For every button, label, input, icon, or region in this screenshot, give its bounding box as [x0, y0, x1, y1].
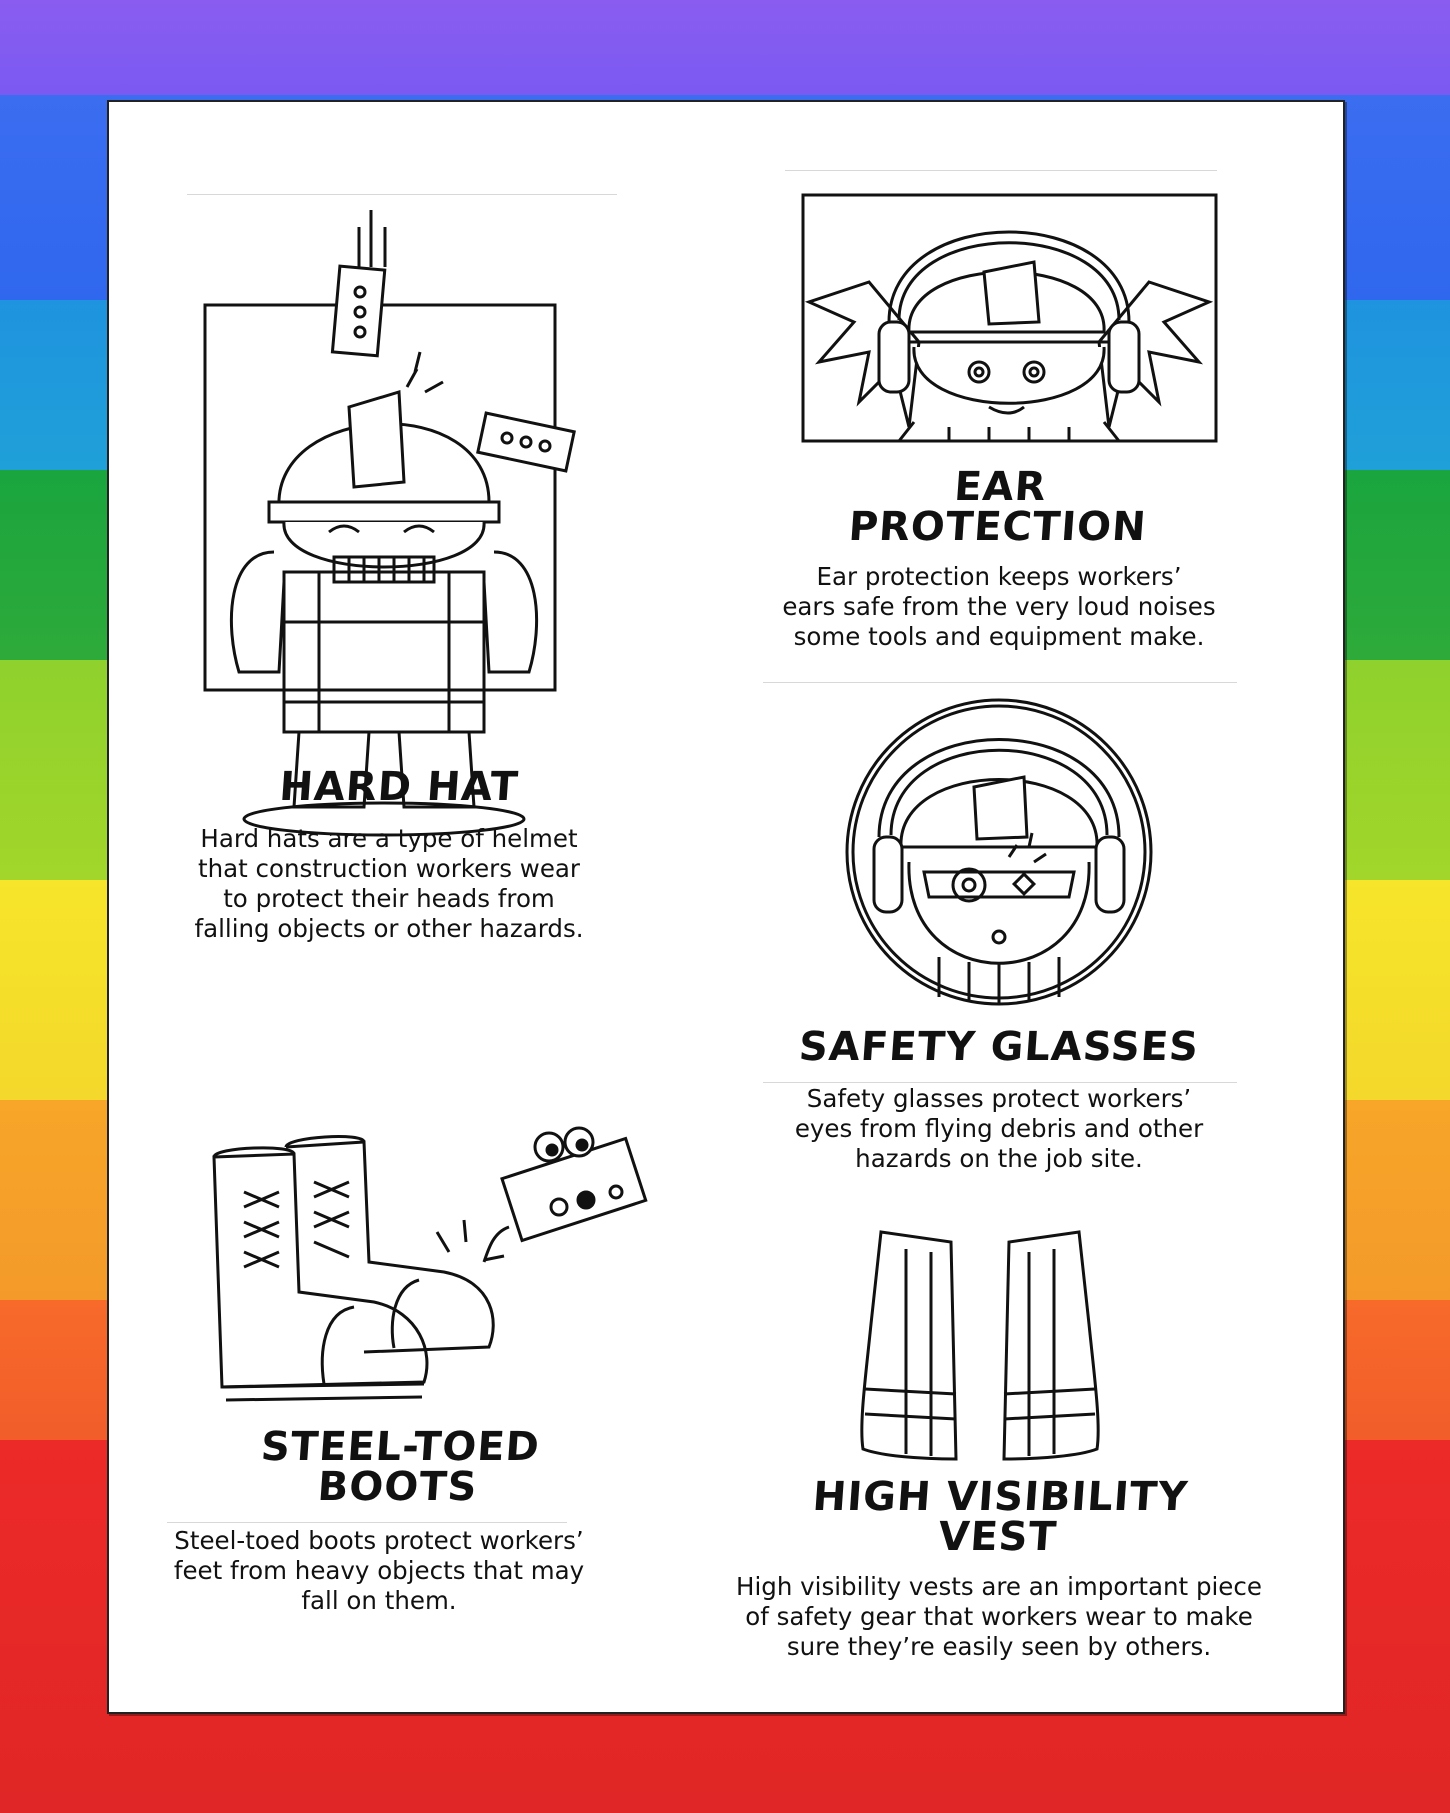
worker-with-earmuffs-icon: [799, 192, 1219, 447]
worker-with-safety-glasses-icon: [839, 697, 1159, 1007]
divider: [785, 170, 1217, 171]
card-description: Hard hats are a type of helmet that construction workers wear to protect their heads from falling objects or other hazards.: [194, 824, 584, 943]
card-description: High visibility vests are an important piece of safety gear that workers wear to make sure they’re easily seen by others.: [736, 1572, 1262, 1661]
card-title: EAR PROTECTION: [847, 464, 1149, 550]
construction-worker-hard-hat-icon: [189, 202, 629, 842]
boots-with-falling-brick-icon: [204, 1112, 654, 1402]
card-title: HARD HAT: [277, 764, 521, 810]
divider: [763, 1082, 1237, 1083]
card-description: Steel-toed boots protect workers’ feet from heavy objects that may fall on them.: [173, 1526, 585, 1615]
card-title: HIGH VISIBILITY VEST: [811, 1474, 1190, 1560]
card-description: Ear protection keeps workers’ ears safe from the very loud noises some tools and equipment make.: [782, 562, 1216, 651]
card-title: STEEL-TOED BOOTS: [259, 1424, 542, 1510]
worksheet-page: [107, 100, 1345, 1714]
safety-vest-icon: [851, 1224, 1109, 1464]
divider: [187, 194, 617, 195]
card-description: Safety glasses protect workers’ eyes from flying debris and other hazards on the job site.: [794, 1084, 1204, 1173]
divider: [167, 1522, 567, 1523]
divider: [763, 682, 1237, 683]
card-title: SAFETY GLASSES: [797, 1024, 1201, 1070]
